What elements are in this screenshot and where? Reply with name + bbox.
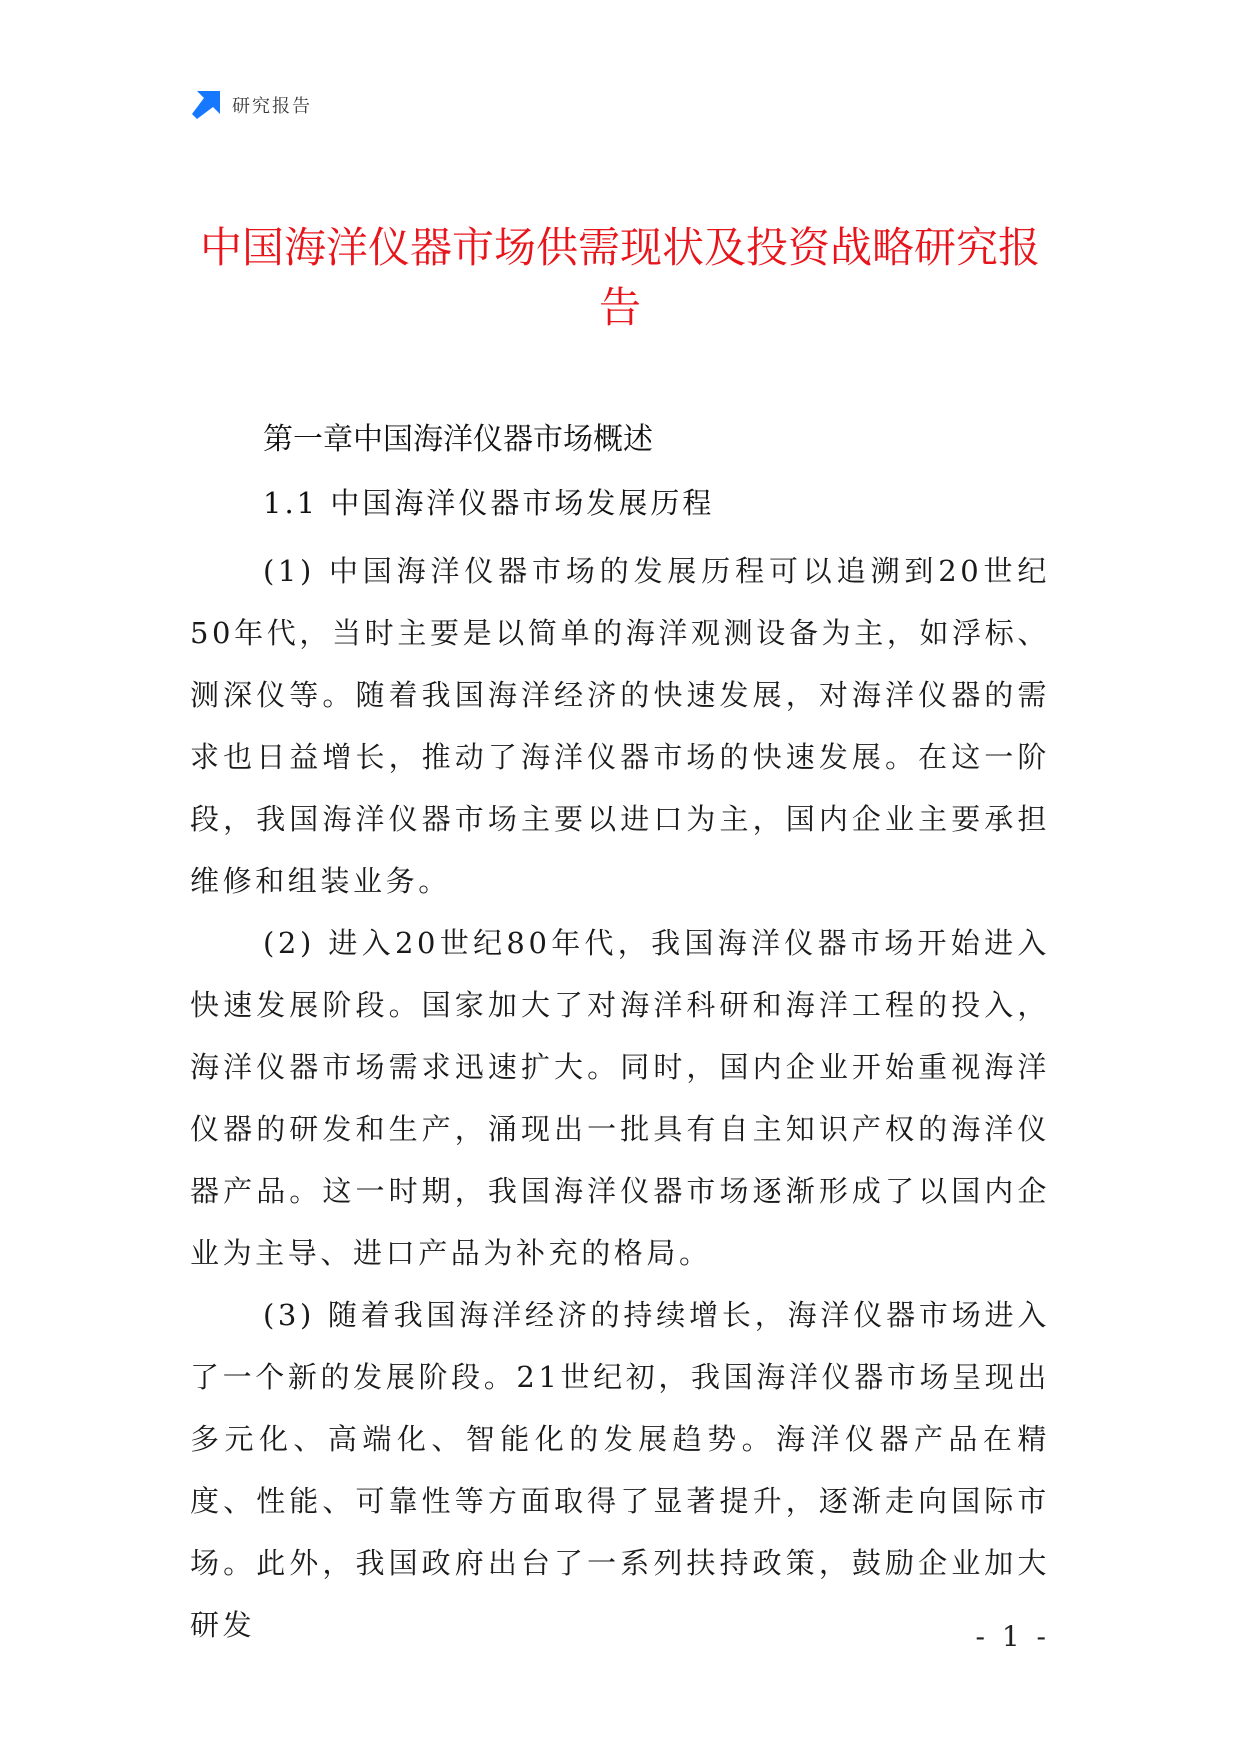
header-label: 研究报告 <box>232 96 312 117</box>
paragraph-3: (3) 随着我国海洋经济的持续增长，海洋仪器市场进入了一个新的发展阶段。21世纪初，我国海洋仪器市场呈现出多元化、高端化、智能化的发展趋势。海洋仪器产品在精度、性能、可靠性等方面取得了显著提升，逐渐走向国际市场。此外，我国政府出台了一系列扶持政策，鼓励企业加大研发 <box>190 1298 1050 1642</box>
document-title: 中国海洋仪器市场供需现状及投资战略研究报告 <box>199 223 1040 332</box>
paragraph-1: (1) 中国海洋仪器市场的发展历程可以追溯到20世纪50年代，当时主要是以简单的海洋观测设备为主，如浮标、测深仪等。随着我国海洋经济的快速发展，对海洋仪器的需求也日益增长，推动了海洋仪器市场的快速发展。在这一阶段，我国海洋仪器市场主要以进口为主，国内企业主要承担维修和组装业务。 <box>190 554 1050 898</box>
section-heading: 1.1 中国海洋仪器市场发展历程 <box>263 486 715 520</box>
page-header <box>190 88 312 122</box>
body-text <box>190 540 1050 1656</box>
page-number: - 1 - <box>975 1620 1050 1653</box>
paragraph-2: (2) 进入20世纪80年代，我国海洋仪器市场开始进入快速发展阶段。国家加大了对海洋科研和海洋工程的投入，海洋仪器市场需求迅速扩大。同时，国内企业开始重视海洋仪器的研发和生产，涌现出一批具有自主知识产权的海洋仪器产品。这一时期，我国海洋仪器市场逐渐形成了以国内企业为主导、进口产品为补充的格局。 <box>190 926 1050 1270</box>
arrow-up-right-icon <box>190 89 222 121</box>
chapter-heading: 第一章中国海洋仪器市场概述 <box>263 422 653 457</box>
